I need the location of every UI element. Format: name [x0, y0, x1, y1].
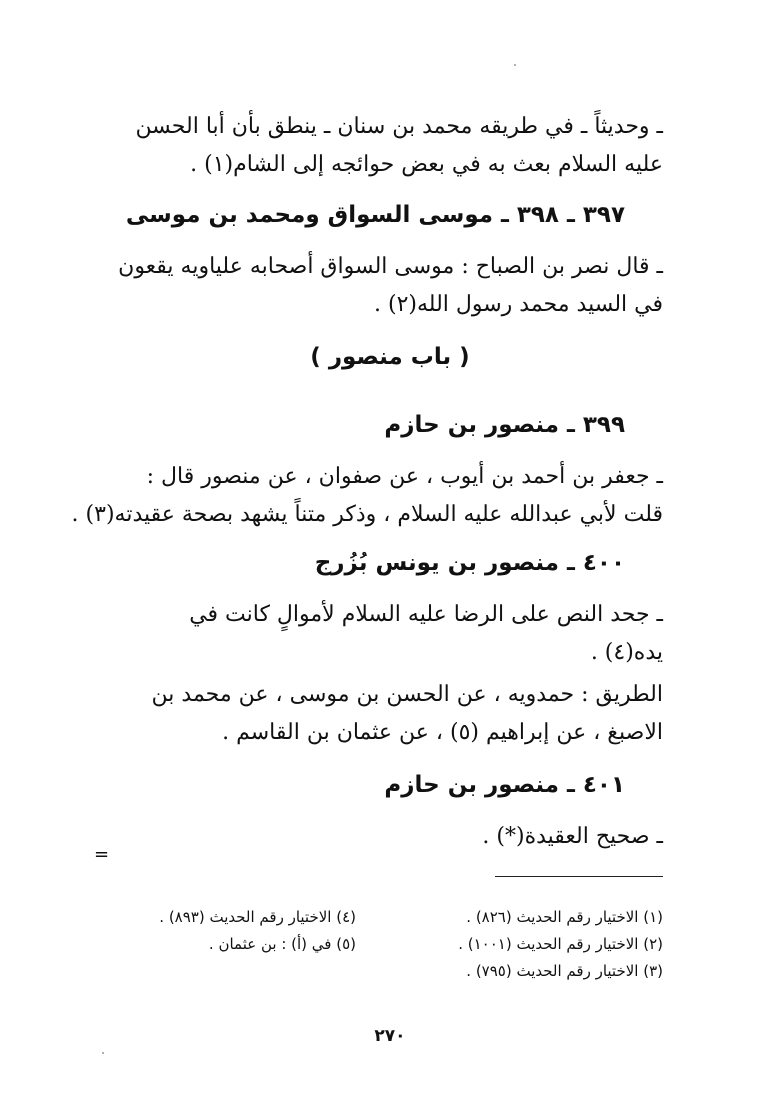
entry-heading-397-398: ٣٩٧ ـ ٣٩٨ ـ موسى السواق ومحمد بن موسى: [125, 202, 625, 228]
paragraph-6-line-1: ـ صحيح العقيدة(*) .: [482, 824, 663, 849]
footnote-1: (١) الاختيار رقم الحديث (٨٢٦) .: [466, 908, 663, 926]
paragraph-5: [105, 676, 663, 752]
paragraph-3-line-2: قلت لأبي عبدالله عليه السلام ، وذكر متناً يشهد بصحة عقيدته(٣) .: [71, 502, 663, 527]
footnote-3: (٣) الاختيار رقم الحديث (٧٩٥) .: [466, 962, 663, 980]
entry-heading-399: ٣٩٩ ـ منصور بن حازم: [384, 412, 625, 438]
paragraph-2: [105, 248, 663, 324]
paragraph-3-line-1: ـ جعفر بن أحمد بن أيوب ، عن صفوان ، عن منصور قال :: [146, 464, 663, 489]
scan-speck: [102, 1052, 104, 1054]
footnote-5: (٥) في (أ) : بن عثمان .: [208, 935, 356, 953]
scan-speck: [514, 64, 516, 66]
paragraph-5-line-2: الاصبغ ، عن إبراهيم (٥) ، عن عثمان بن القاسم .: [222, 720, 663, 745]
paragraph-5-line-1: الطريق : حمدويه ، عن الحسن بن موسى ، عن محمد بن: [151, 682, 663, 707]
footnotes-right-column: [458, 904, 663, 985]
paragraph-2-line-1: ـ قال نصر بن الصباح : موسى السواق أصحابه علياويه يقعون: [118, 254, 663, 279]
paragraph-1-line-1: ـ وحديثاً ـ في طريقه محمد بن سنان ـ ينطق بأن أبا الحسن: [135, 114, 663, 139]
paragraph-2-line-2: في السيد محمد رسول الله(٢) .: [374, 292, 663, 317]
footnote-4: (٤) الاختيار رقم الحديث (٨٩٣) .: [159, 908, 356, 926]
paragraph-3: [71, 458, 663, 534]
entry-heading-400: ٤٠٠ ـ منصور بن يونس بُزُرج: [314, 550, 625, 576]
entry-heading-401: ٤٠١ ـ منصور بن حازم: [384, 772, 625, 798]
paragraph-4-line-2: يده(٤) .: [590, 640, 663, 665]
footnote-2: (٢) الاختيار رقم الحديث (١٠٠١) .: [458, 935, 663, 953]
footnote-divider: [495, 876, 663, 877]
paragraph-4: [105, 596, 663, 672]
footnotes-left-column: [159, 904, 356, 958]
page-number: ٢٧٠: [374, 1026, 406, 1046]
margin-mark: =: [94, 844, 110, 865]
section-title: ( باب منصور ): [310, 344, 470, 370]
paragraph-1-line-2: عليه السلام بعث به في بعض حوائجه إلى الشام(١) .: [190, 152, 663, 177]
paragraph-4-line-1: ـ جحد النص على الرضا عليه السلام لأموالٍ كانت في: [189, 602, 663, 627]
paragraph-1: [105, 108, 663, 184]
paragraph-6: [105, 818, 663, 856]
